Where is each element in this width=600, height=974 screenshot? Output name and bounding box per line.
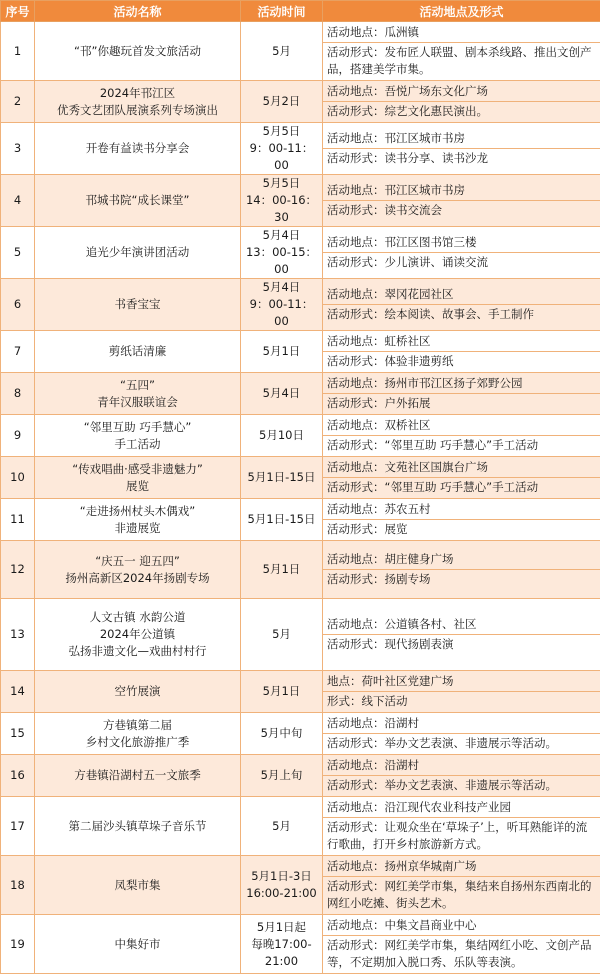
table-row [1,499,600,541]
header-time: 活动时间 [241,1,323,22]
cell-activity-time [241,22,323,81]
cell-activity-name [35,499,241,541]
cell-activity-name-line: 乡村文化旅游推广季 [38,734,237,751]
cell-activity-name [35,713,241,755]
cell-activity-time [241,755,323,797]
cell-activity-name-line: 2024年公道镇 [38,626,237,643]
cell-activity-name [35,457,241,499]
cell-activity-time [241,499,323,541]
cell-activity-time-line: 5月1日 [244,561,319,578]
cell-location-format [323,599,600,671]
cell-location-format [323,499,600,541]
cell-location-format-line: 形式：线下活动 [323,692,600,711]
cell-location-format [323,541,600,599]
cell-location-format-line: 活动地点：扬州京华城南广场 [323,857,600,877]
cell-location-format-line: 活动形式：网红美学市集，集结来自扬州东西南北的网红小吃摊、街头艺术。 [323,877,600,913]
cell-activity-name-line: 非遗展览 [38,520,237,537]
cell-location-format-line: 活动形式：少儿演讲、诵读交流 [323,253,600,272]
cell-activity-name [35,797,241,856]
cell-location-format-line: 活动形式：读书交流会 [323,201,600,220]
cell-location-format-line: 活动地点：邗江区图书馆三楼 [323,233,600,253]
cell-location-format-line: 活动形式：现代扬剧表演 [323,635,600,654]
cell-activity-time [241,856,323,915]
cell-location-format-line: 活动地点：翠冈花园社区 [323,285,600,305]
cell-activity-name-line: 手工活动 [38,436,237,453]
cell-location-format-line: 活动形式：举办文艺表演、非遗展示等活动。 [323,776,600,795]
cell-activity-time-line: 5月4日 [244,227,319,244]
cell-activity-time-line: 5月 [244,818,319,835]
cell-activity-name [35,599,241,671]
header-name: 活动名称 [35,1,241,22]
cell-activity-name-line: 剪纸话清廉 [38,343,237,360]
cell-location-format-line: 活动形式：网红美学市集，集结网红小吃、文创产品等，不定期加入脱口秀、乐队等表演。 [323,936,600,972]
cell-activity-time [241,713,323,755]
cell-activity-time-line: 14：00-16：30 [244,192,319,226]
cell-location-format [323,227,600,279]
cell-location-format [323,797,600,856]
cell-activity-time-line: 5月4日 [244,279,319,296]
cell-activity-name [35,755,241,797]
cell-location-format-line: 活动形式：综艺文化惠民演出。 [323,102,600,121]
cell-activity-name-line: “走进扬州杖头木偶戏” [38,503,237,520]
cell-location-format [323,457,600,499]
cell-activity-name [35,279,241,331]
cell-location-format [323,713,600,755]
cell-activity-name [35,123,241,175]
cell-activity-time-line: 5月10日 [244,427,319,444]
cell-location-format-line: 活动地点：沿江现代农业科技产业园 [323,798,600,818]
cell-location-format-line: 活动形式：“邻里互助 巧手慧心”手工活动 [323,478,600,497]
cell-location-format-line: 活动形式：发布匠人联盟、剧本杀线路、推出文创产品，搭建美学市集。 [323,43,600,79]
table-row [1,175,600,227]
cell-location-format-line: 活动形式：让观众坐在‘草垛子’上，听耳熟能详的流行歌曲，打开乡村旅游新方式。 [323,818,600,854]
table-row [1,373,600,415]
cell-no: 4 [1,175,35,227]
cell-no: 15 [1,713,35,755]
cell-no: 13 [1,599,35,671]
cell-activity-time [241,915,323,974]
cell-location-format-line: 活动形式：举办文艺表演、非遗展示等活动。 [323,734,600,753]
cell-activity-name-line: 展览 [38,478,237,495]
cell-location-format-line: 活动地点：沿湖村 [323,714,600,734]
cell-activity-time-line: 5月上旬 [244,767,319,784]
cell-activity-time [241,671,323,713]
cell-activity-name [35,227,241,279]
table-row [1,81,600,123]
table-row [1,457,600,499]
cell-activity-time-line: 5月5日 [244,123,319,140]
cell-activity-name-line: 2024年邗江区 [38,85,237,102]
cell-location-format [323,671,600,713]
cell-activity-time-line: 13：00-15：00 [244,244,319,278]
cell-location-format-line: 地点：荷叶社区党建广场 [323,672,600,692]
cell-no: 5 [1,227,35,279]
cell-activity-time [241,227,323,279]
cell-activity-time [241,81,323,123]
table-row [1,671,600,713]
cell-no: 11 [1,499,35,541]
cell-activity-time [241,373,323,415]
cell-no: 6 [1,279,35,331]
cell-activity-time-line: 5月1日 [244,343,319,360]
cell-location-format-line: 活动地点：邗江区城市书房 [323,129,600,149]
cell-location-format [323,755,600,797]
cell-no: 3 [1,123,35,175]
cell-location-format-line: 活动地点：文苑社区国旗台广场 [323,458,600,478]
cell-activity-time-line: 16:00-21:00 [244,885,319,902]
cell-activity-time-line: 5月1日-15日 [244,469,319,486]
cell-no: 9 [1,415,35,457]
cell-activity-name-line: 邗城书院“成长课堂” [38,192,237,209]
cell-no: 8 [1,373,35,415]
cell-activity-name [35,331,241,373]
cell-activity-time [241,457,323,499]
cell-activity-time-line: 5月4日 [244,385,319,402]
cell-location-format [323,915,600,974]
cell-no: 18 [1,856,35,915]
cell-activity-name [35,22,241,81]
cell-location-format-line: 活动地点：虹桥社区 [323,332,600,352]
cell-activity-time-line: 每晚17:00-21:00 [244,936,319,970]
cell-activity-name-line: 书香宝宝 [38,296,237,313]
cell-location-format [323,279,600,331]
cell-activity-name [35,175,241,227]
cell-location-format-line: 活动形式：展览 [323,520,600,539]
table-row [1,713,600,755]
cell-activity-time-line: 5月中旬 [244,725,319,742]
cell-location-format-line: 活动地点：扬州市邗江区扬子郊野公园 [323,374,600,394]
cell-activity-name [35,415,241,457]
cell-location-format-line: 活动地点：胡庄健身广场 [323,550,600,570]
cell-activity-name-line: 方巷镇第二届 [38,717,237,734]
cell-activity-time [241,123,323,175]
cell-activity-name-line: 中集好市 [38,936,237,953]
table-row [1,415,600,457]
cell-no: 12 [1,541,35,599]
cell-location-format-line: 活动地点：公道镇各村、社区 [323,615,600,635]
cell-location-format-line: 活动地点：双桥社区 [323,416,600,436]
table-row [1,755,600,797]
cell-no: 2 [1,81,35,123]
cell-location-format [323,81,600,123]
cell-no: 16 [1,755,35,797]
table-row [1,279,600,331]
table-row [1,541,600,599]
cell-location-format-line: 活动形式：读书分享、读书沙龙 [323,149,600,168]
cell-location-format-line: 活动地点：吾悦广场东文化广场 [323,82,600,102]
cell-activity-time [241,331,323,373]
cell-activity-name-line: “邻里互助 巧手慧心” [38,419,237,436]
cell-location-format [323,331,600,373]
cell-activity-name-line: 扬州高新区2024年扬剧专场 [38,570,237,587]
cell-activity-time-line: 5月1日-3日 [244,868,319,885]
header-location: 活动地点及形式 [323,1,600,22]
cell-activity-time-line: 5月2日 [244,93,319,110]
cell-no: 17 [1,797,35,856]
cell-location-format-line: 活动形式：扬剧专场 [323,570,600,589]
cell-activity-time-line: 5月1日起 [244,919,319,936]
cell-location-format [323,856,600,915]
cell-activity-time [241,279,323,331]
cell-location-format [323,175,600,227]
cell-location-format-line: 活动形式：体验非遗剪纸 [323,352,600,371]
cell-activity-time-line: 5月 [244,626,319,643]
cell-activity-name-line: 优秀文艺团队展演系列专场演出 [38,102,237,119]
cell-activity-time-line: 5月 [244,43,319,60]
cell-activity-time [241,175,323,227]
cell-activity-time-line: 9：00-11：00 [244,296,319,330]
cell-activity-time-line: 5月5日 [244,175,319,192]
cell-activity-name-line: 空竹展演 [38,683,237,700]
cell-location-format [323,373,600,415]
table-header-row [1,1,600,22]
cell-activity-time-line: 5月1日-15日 [244,511,319,528]
table-row [1,331,600,373]
cell-activity-name-line: 弘扬非遗文化—戏曲村村行 [38,643,237,660]
cell-activity-time [241,415,323,457]
cell-activity-name [35,856,241,915]
cell-location-format-line: 活动地点：瓜洲镇 [323,23,600,43]
table-row [1,915,600,974]
table-row [1,599,600,671]
cell-activity-time-line: 5月1日 [244,683,319,700]
cell-activity-name [35,373,241,415]
cell-location-format-line: 活动形式：“邻里互助 巧手慧心”手工活动 [323,436,600,455]
table-row [1,856,600,915]
cell-no: 19 [1,915,35,974]
cell-location-format-line: 活动形式：绘本阅读、故事会、手工制作 [323,305,600,324]
cell-activity-time [241,797,323,856]
header-no: 序号 [1,1,35,22]
cell-activity-name [35,81,241,123]
cell-activity-name-line: 追光少年演讲团活动 [38,244,237,261]
cell-location-format-line: 活动地点：中集文昌商业中心 [323,916,600,936]
cell-location-format-line: 活动地点：邗江区城市书房 [323,181,600,201]
cell-no: 10 [1,457,35,499]
cell-activity-name-line: 人文古镇 水韵公道 [38,609,237,626]
cell-activity-time [241,541,323,599]
cell-location-format [323,22,600,81]
cell-activity-name-line: 第二届沙头镇草垛子音乐节 [38,818,237,835]
cell-location-format-line: 活动地点：沿湖村 [323,756,600,776]
cell-activity-name-line: 方巷镇沿湖村五一文旅季 [38,767,237,784]
cell-activity-name-line: 凤梨市集 [38,877,237,894]
cell-location-format-line: 活动地点：苏农五村 [323,500,600,520]
cell-activity-time-line: 9：00-11：00 [244,140,319,174]
cell-activity-name [35,915,241,974]
cell-activity-name-line: 青年汉服联谊会 [38,394,237,411]
cell-activity-name [35,541,241,599]
cell-location-format [323,123,600,175]
table-row [1,123,600,175]
cell-location-format-line: 活动形式：户外拓展 [323,394,600,413]
cell-no: 14 [1,671,35,713]
cell-activity-name-line: “邗”你趣玩首发文旅活动 [38,43,237,60]
cell-location-format [323,415,600,457]
cell-no: 7 [1,331,35,373]
cell-activity-name-line: “传戏唱曲·感受非遗魅力” [38,461,237,478]
cell-activity-name-line: 开卷有益读书分享会 [38,140,237,157]
table-row [1,227,600,279]
table-row [1,797,600,856]
cell-activity-name-line: “五四” [38,377,237,394]
cell-activity-time [241,599,323,671]
table-row [1,22,600,81]
cell-activity-name [35,671,241,713]
cell-activity-name-line: “庆五一 迎五四” [38,553,237,570]
cell-no: 1 [1,22,35,81]
